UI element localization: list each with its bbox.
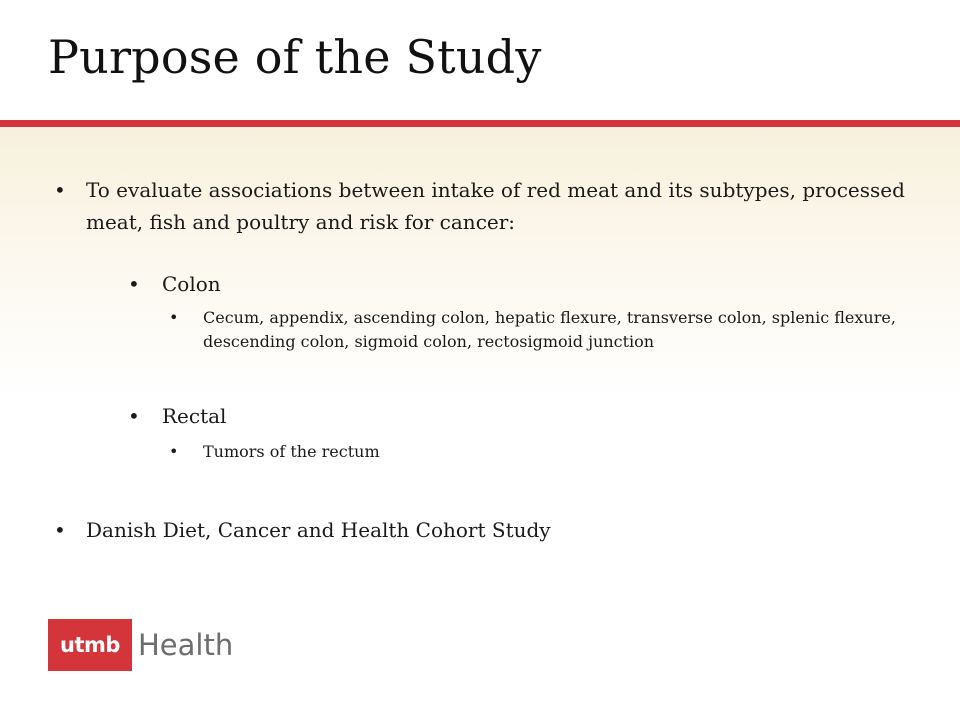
sub-sub-bullet-text: Tumors of the rectum bbox=[203, 442, 380, 461]
bullet-marker: • bbox=[54, 518, 66, 542]
bullet-text: Danish Diet, Cancer and Health Cohort Study bbox=[86, 518, 551, 542]
bullet-marker: • bbox=[54, 178, 66, 202]
sub-bullet-text: Rectal bbox=[162, 404, 227, 428]
logo-wordmark: Health bbox=[138, 628, 234, 662]
sub-sub-bullet-text: Cecum, appendix, ascending colon, hepatic flexure, transverse colon, splenic flexure, descending colon, sigmoid colon, rectosigmoid junction bbox=[203, 308, 896, 351]
logo-mark: utmb bbox=[48, 619, 132, 671]
slide-title: Purpose of the Study bbox=[48, 30, 542, 84]
bullet-marker: • bbox=[169, 308, 179, 327]
bullet-marker: • bbox=[128, 272, 140, 296]
bullet-marker: • bbox=[128, 404, 140, 428]
bullet-text: To evaluate associations between intake of red meat and its subtypes, processed meat, fish and poultry and risk for cancer: bbox=[86, 178, 905, 234]
sub-bullet-text: Colon bbox=[162, 272, 221, 296]
utmb-health-logo bbox=[48, 619, 234, 671]
bullet-marker: • bbox=[169, 442, 179, 461]
